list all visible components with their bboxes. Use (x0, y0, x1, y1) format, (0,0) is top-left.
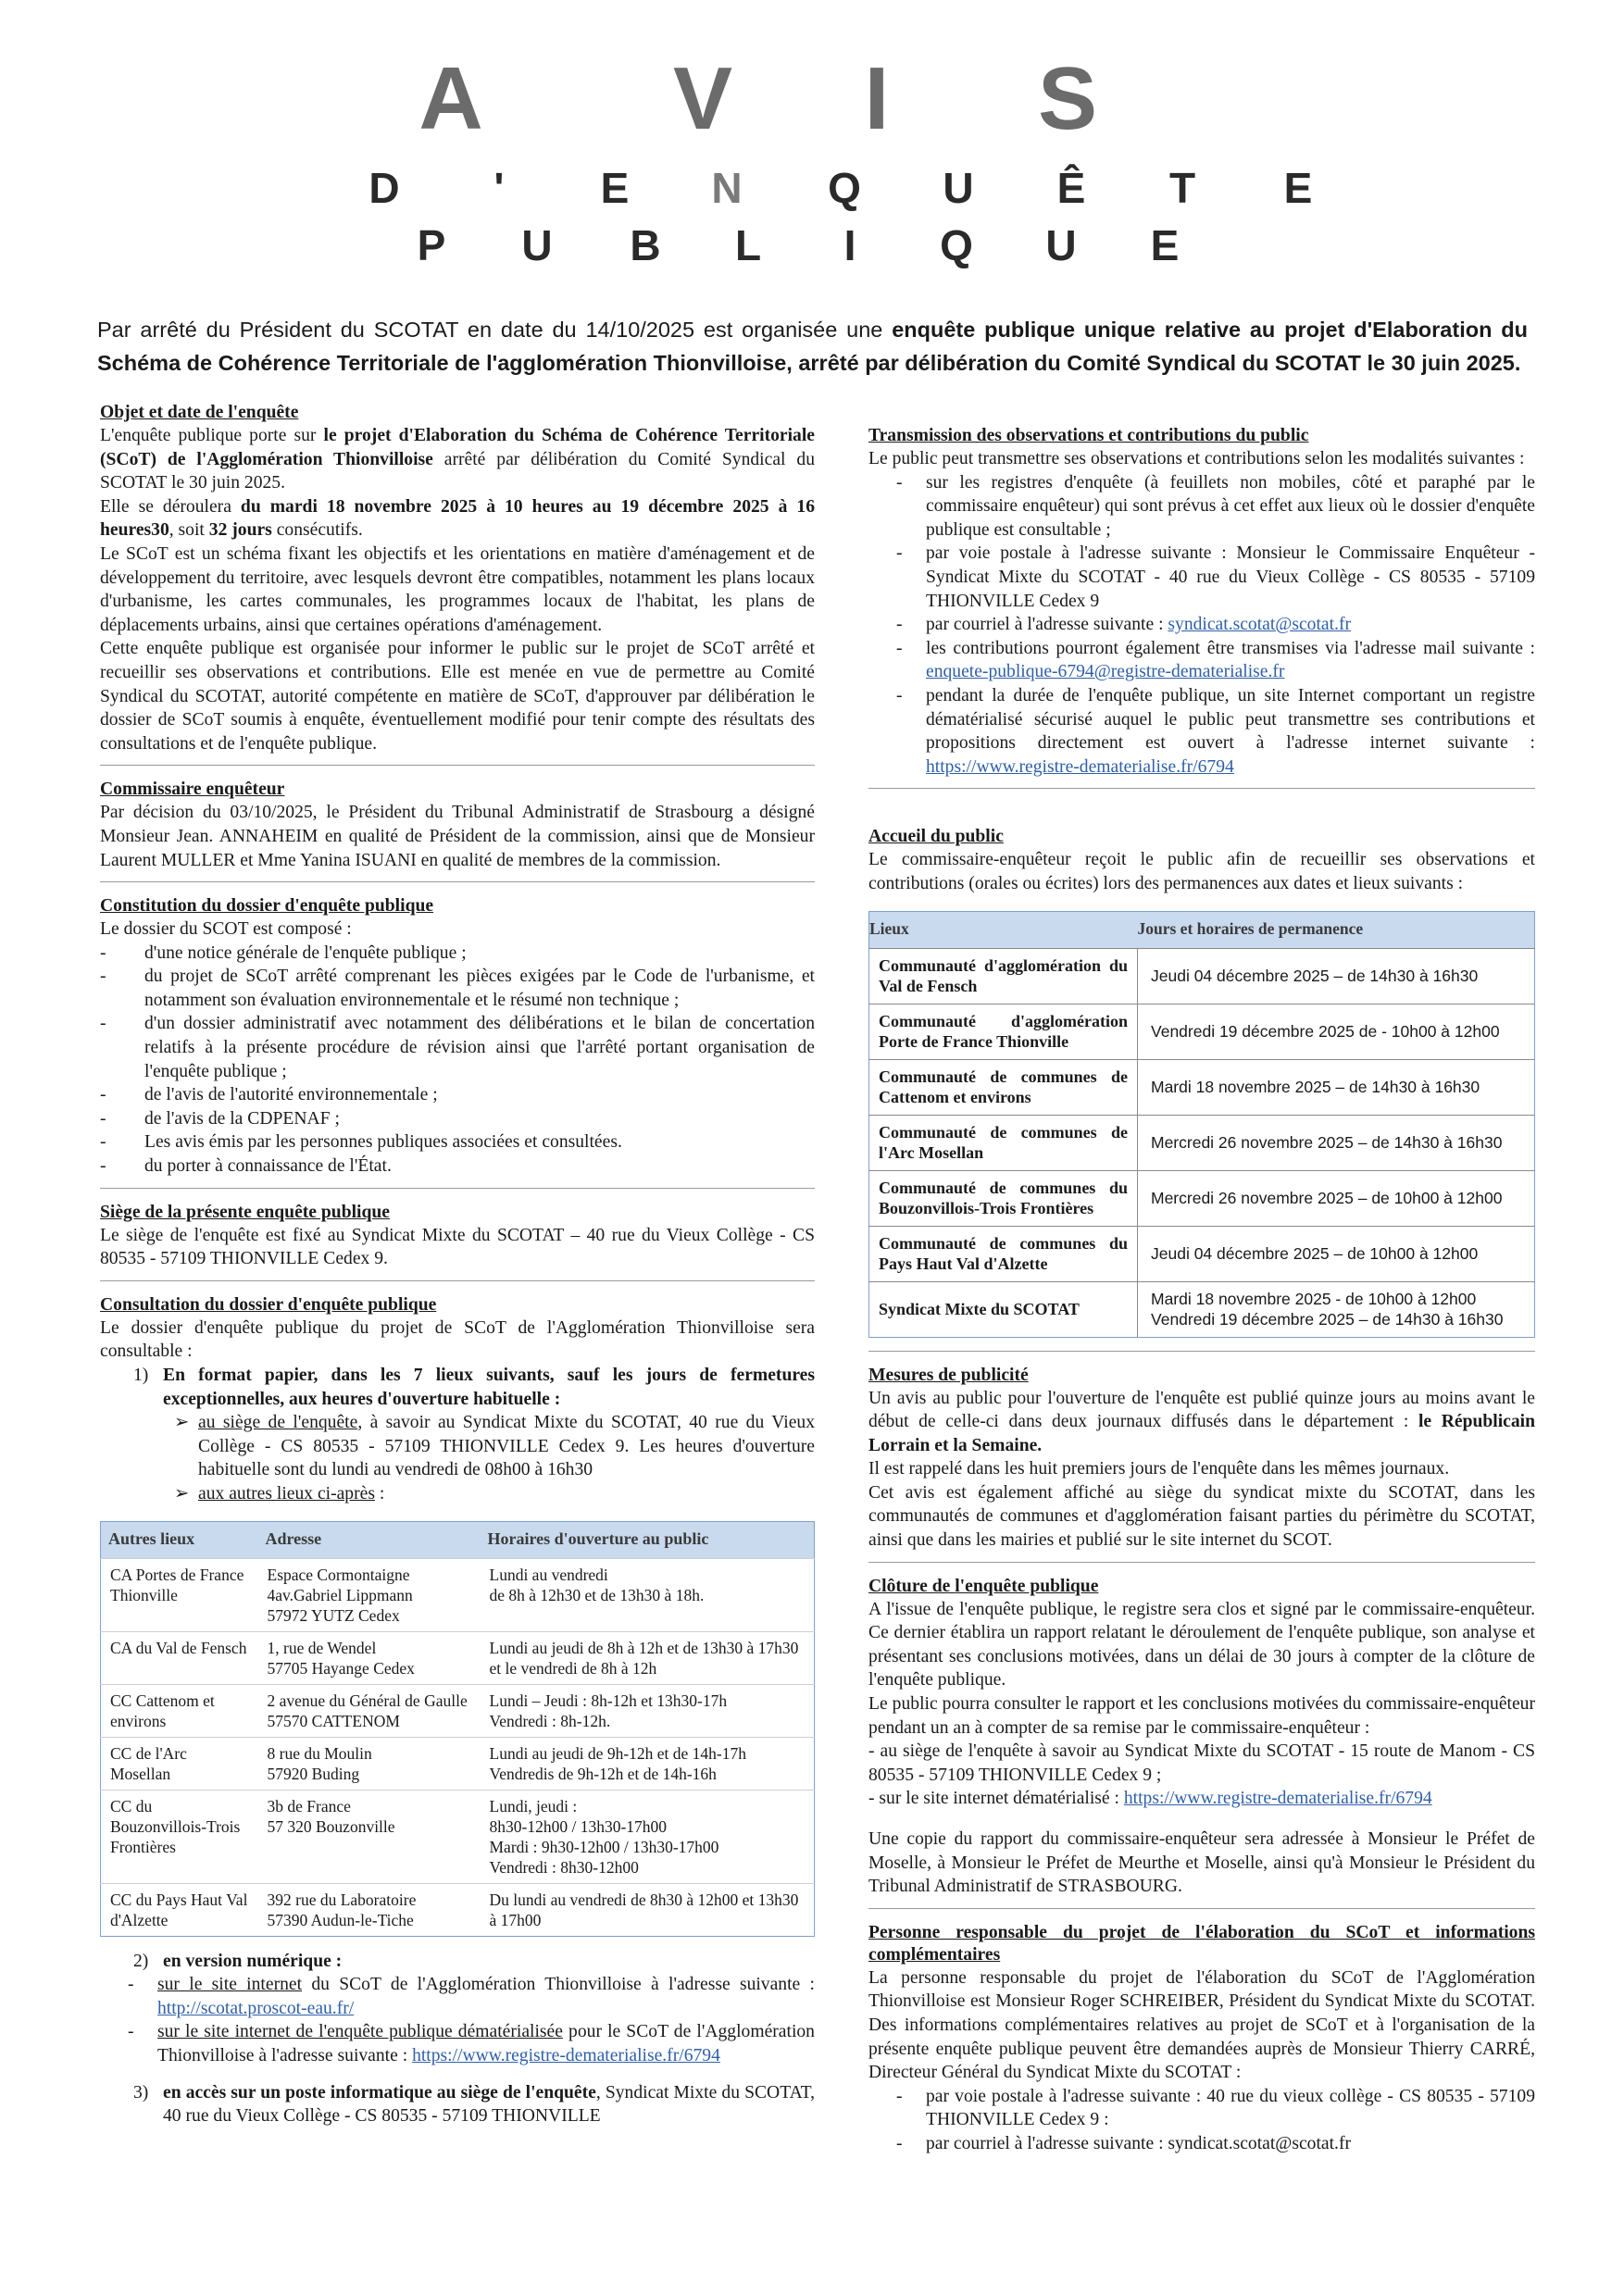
list-item: - de l'avis de la CDPENAF ; (100, 1107, 815, 1131)
table-row (101, 1883, 815, 1936)
address-cell: 1, rue de Wendel 57705 Hayange Cedex (258, 1631, 481, 1684)
schedule-cell: Mercredi 26 novembre 2025 – de 14h30 à 16h30 (1138, 1115, 1535, 1170)
location-cell: Communauté d'agglomération du Val de Fensch (869, 948, 1138, 1004)
paragraph: - sur le site internet dématérialisé : https://www.registre-dematerialise.fr/6794 (868, 1789, 1432, 1809)
right-column (868, 425, 1535, 2165)
divider (868, 1351, 1535, 1352)
title-letter: Q (828, 164, 861, 212)
address-cell: Espace Cormontaigne 4av.Gabriel Lippmann 57972 YUTZ Cedex (258, 1558, 481, 1631)
list-item: ➢ aux autres lieux ci-après : (100, 1482, 815, 1506)
table-header: Adresse (258, 1521, 481, 1558)
divider (100, 1188, 815, 1189)
title-letter: U (1045, 221, 1077, 269)
title-letter: Ê (1056, 164, 1086, 212)
table-header: Horaires d'ouverture au public (481, 1521, 815, 1558)
address-cell: 3b de France 57 320 Bouzonville (258, 1790, 481, 1883)
address-cell: 392 rue du Laboratoire 57390 Audun-le-Tiche (258, 1883, 481, 1936)
divider (868, 1562, 1535, 1563)
paragraph: Elle se déroulera du mardi 18 novembre 2025 à 10 heures au 19 décembre 2025 à 16 heures30, soit 32 jours consécutifs. (100, 496, 816, 541)
list-item: - de l'avis de l'autorité environnementale ; (100, 1083, 815, 1107)
table-row (869, 1226, 1535, 1281)
consultation-list (100, 1950, 815, 1974)
place-name-cell: CA du Val de Fensch (101, 1631, 258, 1684)
hours-cell: Lundi au jeudi de 8h à 12h et de 13h30 à 17h30 et le vendredi de 8h à 12h (481, 1631, 815, 1684)
section-heading: Mesures de publicité (868, 1365, 1029, 1385)
section-transmission (868, 425, 1535, 779)
title-letter: Q (940, 221, 973, 269)
section-heading: Transmission des observations et contributions du public (868, 426, 1309, 445)
constitution-list (100, 942, 815, 1179)
paragraph: Le siège de l'enquête est fixé au Syndicat Mixte du SCOTAT – 40 rue du Vieux Collège - CS 80535 - 57109 THIONVILLE Cedex 9. (100, 1225, 815, 1269)
table-row (869, 1170, 1535, 1226)
section-heading: Consultation du dossier d'enquête publique (100, 1294, 437, 1315)
paragraph: Par décision du 03/10/2025, le Président du Tribunal Administratif de Strasbourg a désigné Monsieur Jean. ANNAHEIM en qualité de Président de la commission, ainsi que de Monsieur Laurent MULLER et Mme Yanina ISUANI en qualité de membres de la commission. (100, 803, 815, 870)
list-item: - du porter à connaissance de l'État. (100, 1154, 815, 1179)
paragraph: - au siège de l'enquête à savoir au Syndicat Mixte du SCOTAT - 15 route de Manom - CS 80535 - 57109 THIONVILLE Cedex 9 ; (868, 1741, 1535, 1785)
scot-website-link[interactable]: http://scotat.proscot-eau.fr/ (157, 1998, 355, 2018)
hours-cell: Lundi – Jeudi : 8h-12h et 13h30-17h Vendredi : 8h-12h. (481, 1684, 815, 1737)
paragraph: Une copie du rapport du commissaire-enquêteur sera adressée à Monsieur le Préfet de Moselle, à Monsieur le Préfet de Meurthe et Moselle, ainsi qu'à Monsieur le Président du Tribunal Administratif de STRASBOURG. (868, 1829, 1535, 1897)
list-item: - du projet de SCoT arrêté comprenant les pièces exigées par le Code de l'urbanisme, et notamment son évaluation environnementale et le résumé non technique ; (100, 965, 815, 1012)
list-item: - Les avis émis par les personnes publiques associées et consultées. (100, 1130, 815, 1154)
table-header: Autres lieux (101, 1521, 258, 1558)
schedule-cell: Vendredi 19 décembre 2025 de - 10h00 à 12h00 (1138, 1004, 1535, 1059)
list-item: - sur le site internet du SCoT de l'Agglomération Thionvilloise à l'adresse suivante : http://scotat.proscot-eau.fr/ (100, 1973, 815, 2020)
paragraph: Il est rappelé dans les huit premiers jours de l'enquête dans les mêmes journaux. (868, 1459, 1450, 1479)
transmission-list (868, 471, 1535, 780)
responsable-list (868, 2085, 1535, 2156)
paragraph: Cet avis est également affiché au siège du syndicat mixte du SCOTAT, dans les communautés de communes et d'agglomération faisant parties du périmètre du SCOTAT, ainsi que dans les mairies et publié sur le site internet du SCOT. (868, 1482, 1535, 1551)
hours-cell: Lundi, jeudi : 8h30-12h00 / 13h30-17h00 Mardi : 9h30-12h00 / 13h30-17h00 Vendredi : 8h30-12h00 (481, 1790, 815, 1883)
section-heading: Personne responsable du projet de l'élaboration du SCoT et informations complémentaires (868, 1922, 1535, 1965)
schedule-cell: Mardi 18 novembre 2025 - de 10h00 à 12h00 Vendredi 19 décembre 2025 – de 14h30 à 16h30 (1138, 1281, 1535, 1337)
title-letter: U (943, 164, 974, 212)
address-cell: 2 avenue du Général de Gaulle 57570 CATTENOM (258, 1684, 481, 1737)
table-row (869, 1115, 1535, 1170)
arrow-list (100, 1411, 815, 1505)
email-link[interactable]: enquete-publique-6794@registre-dematerialise.fr (926, 662, 1285, 682)
title-letter: P (417, 221, 446, 269)
table-row (869, 948, 1535, 1004)
paragraph: Le dossier du SCOT est composé : (100, 919, 352, 940)
place-name-cell: CC de l'Arc Mosellan (101, 1737, 258, 1790)
section-siege (100, 1202, 815, 1271)
table-row (869, 1004, 1535, 1059)
table-row (101, 1737, 815, 1790)
list-item: - sur le site internet de l'enquête publique dématérialisée pour le SCoT de l'Agglomération Thionvilloise à l'adresse suivante : https://www.registre-dematerialise.fr/6794 (100, 2020, 815, 2067)
list-item: - d'une notice générale de l'enquête publique ; (100, 942, 815, 966)
table-row (869, 1281, 1535, 1337)
location-cell: Communauté d'agglomération Porte de France Thionville (869, 1004, 1138, 1059)
title-publique (0, 220, 1624, 276)
paragraph: Le SCoT est un schéma fixant les objectifs et les orientations en matière d'aménagement et de développement du territoire, avec lesquels devront être compatibles, notamment les plans locaux d'urbanisme, les cartes communales, les programmes locaux de l'habitat, les plans de déplacements urbains, ainsi que certaines opérations d'aménagement. (100, 543, 815, 635)
paragraph: A l'issue de l'enquête publique, le registre sera clos et signé par le commissaire-enquêteur. Ce dernier établira un rapport relatant le déroulement de l'enquête publique, son analyse et présentant ses conclusions motivées, dans un délai de 30 jours à compter de la clôture de l'enquête publique. (868, 1599, 1535, 1691)
title-letter: E (600, 164, 630, 212)
title-avis (0, 48, 1624, 150)
paragraph: La personne responsable du projet de l'élaboration du SCoT de l'Agglomération Thionvilloise est Monsieur Roger SCHREIBER, Président du Syndicat Mixte du SCOTAT. Des informations complémentaires relatives au projet de SCoT et à l'organisation de la présente enquête publique peuvent être demandées auprès de Monsieur Thierry CARRÉ, Directeur Général du Syndicat Mixte du SCOTAT : (868, 1967, 1535, 2083)
section-objet (100, 402, 815, 755)
registre-link[interactable]: https://www.registre-dematerialise.fr/6794 (926, 756, 1234, 777)
registre-link[interactable]: https://www.registre-dematerialise.fr/6794 (412, 2045, 720, 2065)
table-row (101, 1558, 815, 1631)
section-cloture (868, 1576, 1535, 1899)
paragraph: Le public peut transmettre ses observations et contributions selon les modalités suivantes : (868, 449, 1525, 468)
arrow-icon: ➢ (174, 1483, 190, 1504)
section-heading: Accueil du public (868, 827, 1004, 847)
title-letter: ' (493, 164, 505, 212)
consultation-list (100, 1364, 815, 1411)
paragraph: Le dossier d'enquête publique du projet de SCoT de l'Agglomération Thionvilloise sera consultable : (100, 1317, 815, 1362)
list-item: - d'un dossier administratif avec notamment des délibérations et le bilan de concertation relatifs à la présente procédure de révision ainsi que l'arrêté portant organisation de l'enquête publique ; (100, 1012, 815, 1083)
title-letter: B (630, 221, 661, 269)
schedule-cell: Jeudi 04 décembre 2025 – de 10h00 à 12h00 (1138, 1226, 1535, 1281)
title-letter: U (521, 221, 553, 269)
section-commissaire (100, 779, 815, 872)
hours-cell: Lundi au jeudi de 9h-12h et de 14h-17h Vendredis de 9h-12h et de 14h-16h (481, 1737, 815, 1790)
list-item: 2) en version numérique : (133, 1951, 343, 1971)
address-cell: 8 rue du Moulin 57920 Buding (258, 1737, 481, 1790)
title-letter: S (1037, 49, 1098, 148)
title-letter: E (1150, 221, 1180, 269)
place-name-cell: CC du Pays Haut Val d'Alzette (101, 1883, 258, 1936)
table-row (101, 1790, 815, 1883)
table-header: Jours et horaires de permanence (1138, 911, 1535, 948)
list-item: ➢ au siège de l'enquête, à savoir au Syndicat Mixte du SCOTAT, 40 rue du Vieux Collège - CS 80535 - 57109 THIONVILLE Cedex 9. Les heures d'ouverture habituelle sont du lundi au vendredi de 08h00 à 16h30 (174, 1413, 815, 1480)
location-cell: Syndicat Mixte du SCOTAT (869, 1281, 1138, 1337)
other-places-table (100, 1521, 815, 1937)
list-item: 3) en accès sur un poste informatique au siège de l'enquête, Syndicat Mixte du SCOTAT, 40 rue du Vieux Collège - CS 80535 - 57109 THIONVILLE (133, 2082, 815, 2127)
paragraph: Un avis au public pour l'ouverture de l'enquête est publié quinze jours au moins avant le début de celle-ci dans deux journaux diffusés dans le département : le Républicain Lorrain et la Semaine. (868, 1388, 1535, 1455)
location-cell: Communauté de communes de Cattenom et environs (869, 1059, 1138, 1115)
hours-cell: Du lundi au vendredi de 8h30 à 12h00 et 13h30 à 17h00 (481, 1883, 815, 1936)
divider (868, 1908, 1535, 1909)
divider (868, 788, 1535, 789)
table-row (101, 1684, 815, 1737)
digital-list (100, 1973, 815, 2067)
divider (100, 765, 815, 766)
title-letter: E (1283, 164, 1313, 212)
list-item: - par courriel à l'adresse suivante : syndicat.scotat@scotat.fr (868, 613, 1535, 637)
consultation-list (100, 2081, 815, 2128)
list-item: - par voie postale à l'adresse suivante : 40 rue du vieux collège - CS 80535 - 57109 THIONVILLE Cedex 9 : (868, 2085, 1535, 2132)
intro-paragraph: Par arrêté du Président du SCOTAT en date du 14/10/2025 est organisée une enquête publique unique relative au projet d'Elaboration du Schéma de Cohérence Territoriale de l'agglomération Thionvilloise, arrêté par délibération du Comité Syndical du SCOTAT le 30 juin 2025. (97, 318, 1528, 375)
table-header: Lieux (869, 911, 1138, 948)
section-heading: Clôture de l'enquête publique (868, 1576, 1099, 1596)
list-item: - les contributions pourront également être transmises via l'adresse mail suivante : enquete-publique-6794@registre-dematerialise.fr (868, 637, 1535, 684)
email-link[interactable]: syndicat.scotat@scotat.fr (1168, 615, 1351, 635)
title-letter: I (864, 49, 890, 148)
title-letter: A (418, 49, 483, 148)
list-item: - pendant la durée de l'enquête publique, un site Internet comportant un registre dématérialisé sécurisé auquel le public peut transmettre ses contributions et propositions directement est ouvert à l'adresse internet suivante : https://www.registre-dematerialise.fr/6794 (868, 684, 1535, 779)
title-denquete (0, 163, 1624, 218)
divider (100, 881, 815, 882)
place-name-cell: CA Portes de France Thionville (101, 1558, 258, 1631)
section-heading: Commissaire enquêteur (100, 780, 285, 800)
section-responsable (868, 1922, 1535, 2156)
place-name-cell: CC Cattenom et environs (101, 1684, 258, 1737)
schedule-cell: Mardi 18 novembre 2025 – de 14h30 à 16h30 (1138, 1059, 1535, 1115)
table-row (869, 1059, 1535, 1115)
title-letter: N (711, 164, 743, 212)
paragraph: Le public pourra consulter le rapport et les conclusions motivées du commissaire-enquêteur pendant un an à compter de sa remise par le commissaire-enquêteur : (868, 1694, 1535, 1738)
location-cell: Communauté de communes du Bouzonvillois-Trois Frontières (869, 1170, 1138, 1226)
paragraph: L'enquête publique porte sur le projet d'Elaboration du Schéma de Cohérence Territoriale (SCoT) de l'Agglomération Thionvilloise arrêté par délibération du Comité Syndical du SCOTAT le 30 juin 2025. (100, 426, 815, 493)
paragraph: Le commissaire-enquêteur reçoit le public afin de recueillir ses observations et contributions (orales ou écrites) lors des permanences aux dates et lieux suivants : (868, 850, 1535, 893)
section-consultation (100, 1294, 815, 2128)
location-cell: Communauté de communes du Pays Haut Val d'Alzette (869, 1226, 1138, 1281)
divider (100, 1280, 815, 1281)
section-accueil (868, 826, 1535, 1337)
arrow-icon: ➢ (174, 1413, 190, 1433)
list-item: 1) En format papier, dans les 7 lieux suivants, sauf les jours de fermetures exceptionnelles, aux heures d'ouverture habituelle : (133, 1366, 815, 1409)
section-heading: Objet et date de l'enquête (100, 403, 299, 422)
list-item: - par courriel à l'adresse suivante : syndicat.scotat@scotat.fr (868, 2132, 1535, 2156)
schedule-cell: Jeudi 04 décembre 2025 – de 14h30 à 16h30 (1138, 948, 1535, 1004)
location-cell: Communauté de communes de l'Arc Mosellan (869, 1115, 1138, 1170)
table-row (101, 1631, 815, 1684)
section-heading: Constitution du dossier d'enquête publique (100, 896, 434, 917)
schedule-cell: Mercredi 26 novembre 2025 – de 10h00 à 12h00 (1138, 1170, 1535, 1226)
title-letter: D (369, 164, 400, 212)
left-column (100, 402, 815, 2138)
paragraph: Cette enquête publique est organisée pour informer le public sur le projet de SCoT arrêté et recueillir ses observations et contributions. Elle est menée en vue de permettre au Comité Syndical du SCOTAT, autorité compétente en matière de SCoT, d'approuver par délibération le dossier de SCoT soumis à enquête, éventuellement modifié pour tenir compte des résultats des consultations et de l'enquête publique. (100, 639, 815, 754)
permanence-table (868, 911, 1535, 1338)
title-letter: T (1168, 164, 1196, 212)
section-publicite (868, 1365, 1535, 1553)
title-letter: L (734, 221, 762, 269)
place-name-cell: CC du Bouzonvillois-Trois Frontières (101, 1790, 258, 1883)
intro-bold: enquête publique unique relative au projet d'Elaboration du Schéma de Cohérence Territoriale de l'agglomération Thionvilloise, arrêté par délibération du Comité Syndical du SCOTAT le 30 juin 2025. (97, 318, 1528, 375)
section-constitution (100, 895, 815, 1179)
registre-link[interactable]: https://www.registre-dematerialise.fr/6794 (1123, 1789, 1432, 1809)
list-item: - sur les registres d'enquête (à feuillets non mobiles, côté et paraphé par le commissaire enquêteur) qui sont prévus à cet effet aux lieux où le dossier d'enquête publique est consultable ; (868, 471, 1535, 543)
hours-cell: Lundi au vendredi de 8h à 12h30 et de 13h30 à 18h. (481, 1558, 815, 1631)
section-heading: Siège de la présente enquête publique (100, 1202, 390, 1222)
list-item: - par voie postale à l'adresse suivante : Monsieur le Commissaire Enquêteur - Syndicat Mixte du SCOTAT - 40 rue du Vieux Collège - CS 80535 - 57109 THIONVILLE Cedex 9 (868, 542, 1535, 613)
title-letter: V (672, 49, 733, 148)
title-letter: I (843, 221, 856, 269)
